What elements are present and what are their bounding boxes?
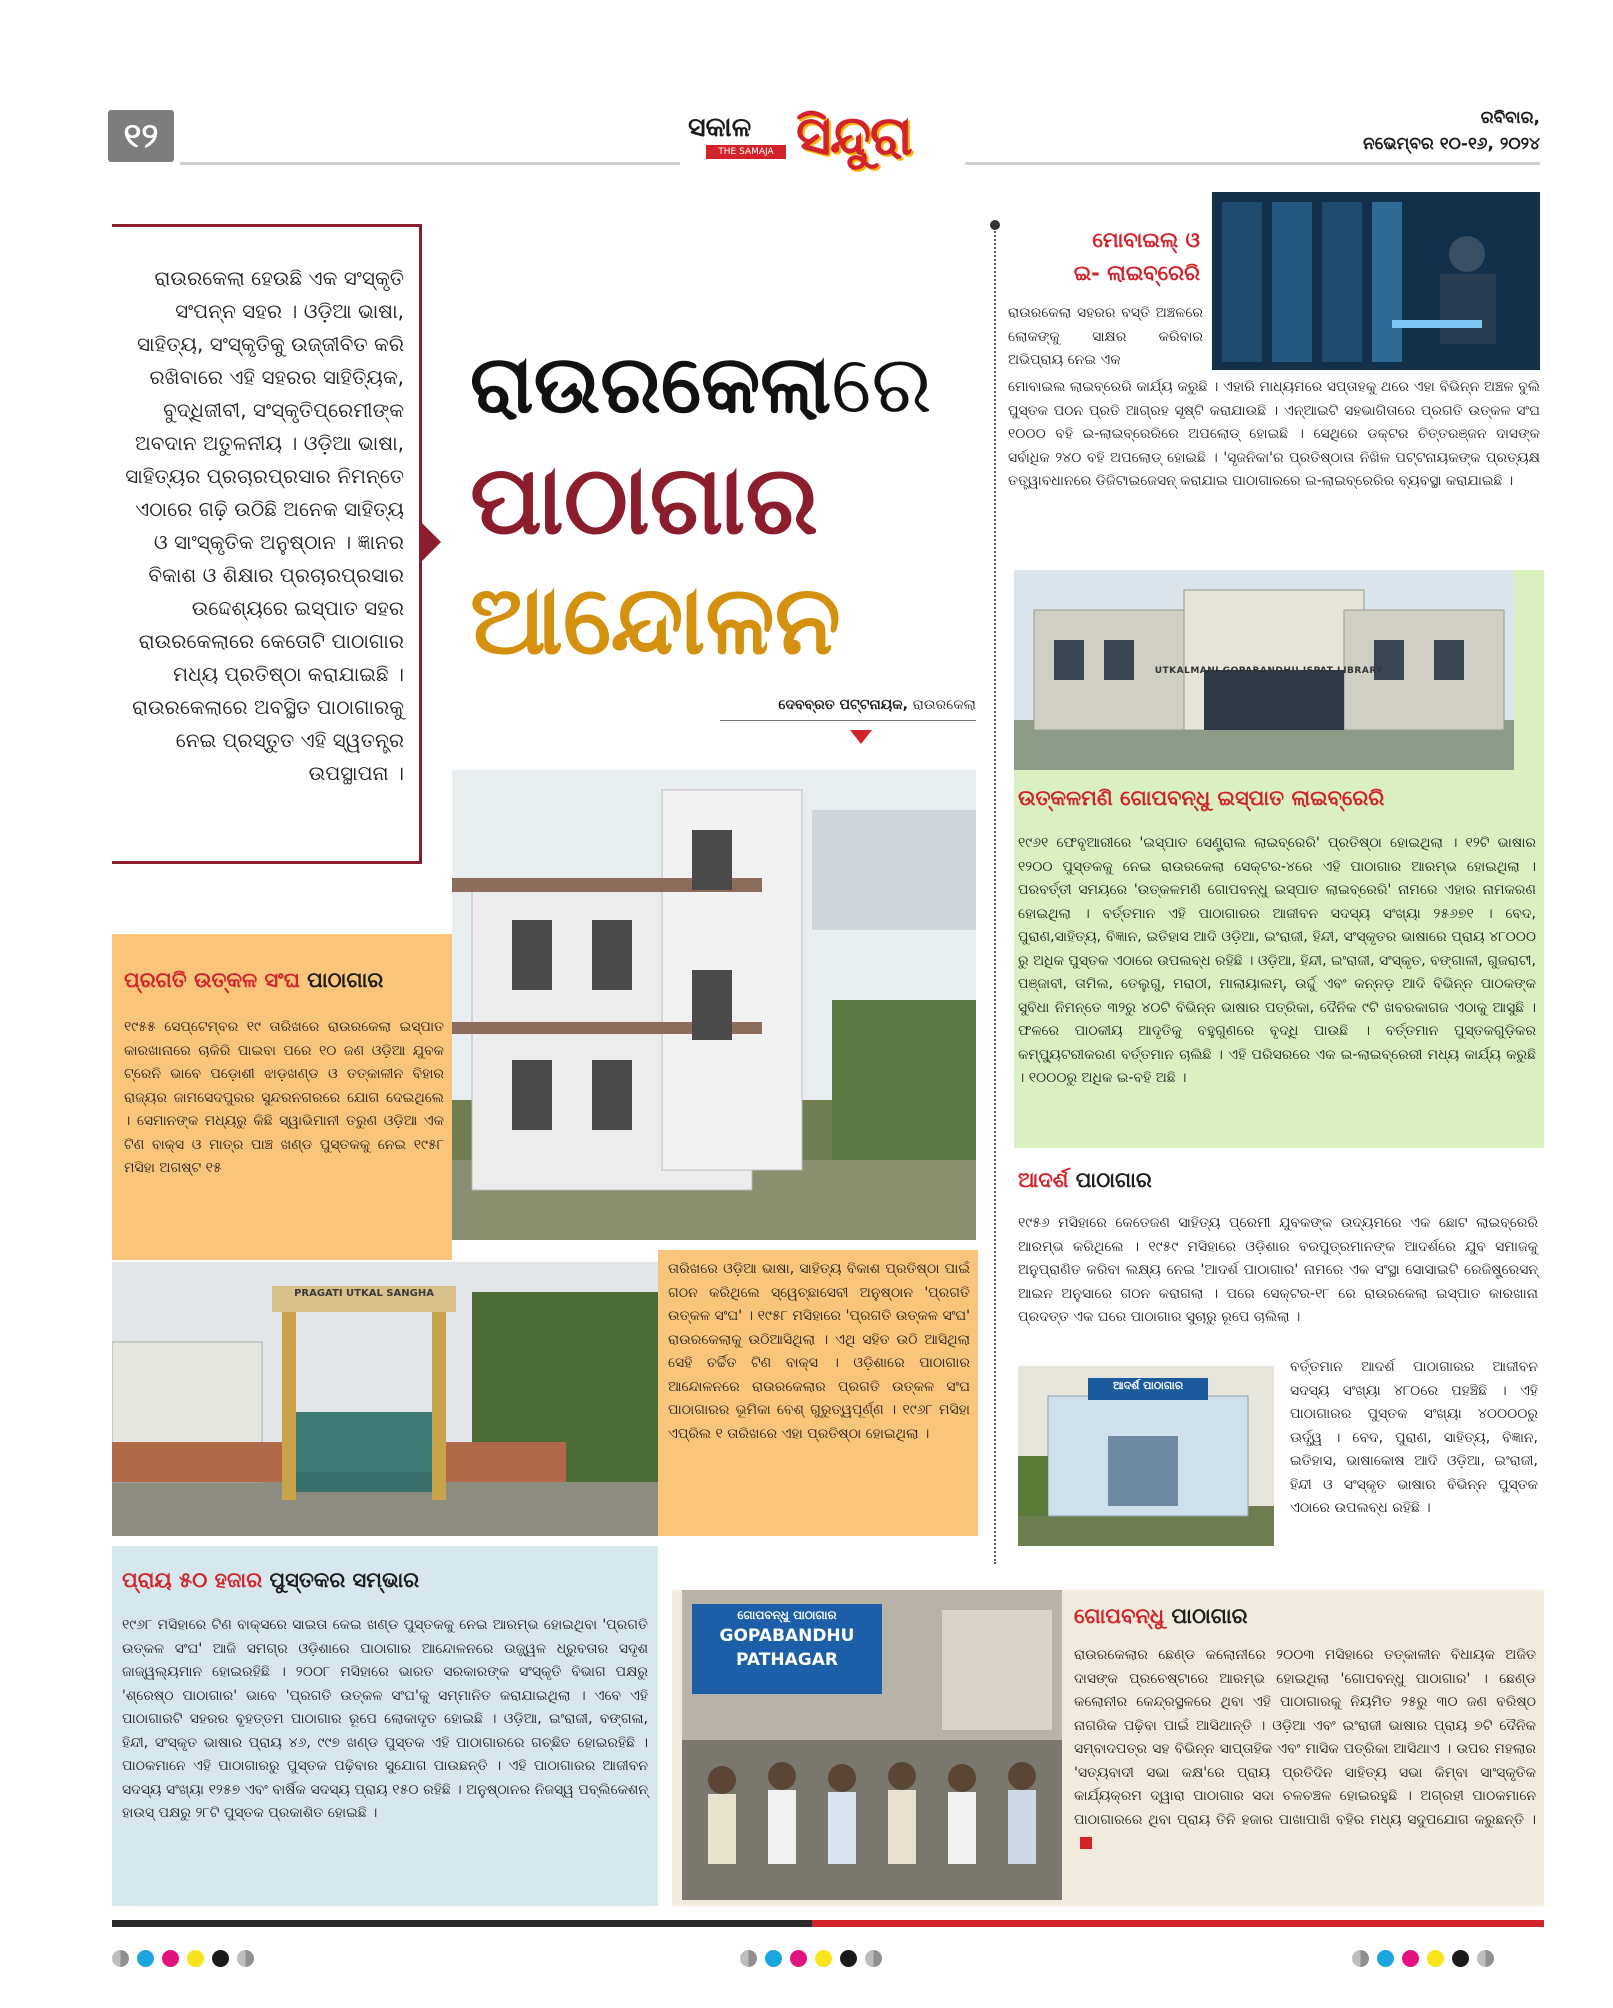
header-day: ରବିବାର, xyxy=(1480,108,1540,128)
adarsha-title-red: ଆଦର୍ଶ xyxy=(1018,1168,1069,1192)
adarsha-text-side: ବର୍ତ୍ତମାନ ଆଦର୍ଶ ପାଠାଗାରର ଆଜୀବନ ସଦସ୍ୟ ସଂଖ୍ୟା ୪୮୦ରେ ପହଞ୍ଚିଛି । ଏହି ପାଠାଗାରର ପୁସ୍ତକ ସଂଖ୍ୟା ୪୦୦୦୦ରୁ ଊର୍ଦ୍ଧ୍ୱ । ବେଦ, ପୁରାଣ, ସାହିତ୍ୟ, ବିଜ୍ଞାନ, ଇତିହାସ, ଭାଷାକୋଷ ଆଦି ଓଡ଼ିଆ, ଇଂରାଜୀ, ହିନ୍ଦୀ ଓ ସଂସ୍କୃତ ଭାଷାର ବିଭିନ୍ନ ପୁସ୍ତକ ଏଠାରେ ଉପଲବ୍ଧ ରହିଛି । xyxy=(1290,1359,1538,1516)
byline-place: ରାଉରକେଲା xyxy=(912,697,976,713)
pragati-title-black: ପାଠାଗାର xyxy=(307,968,384,992)
gopabandhu-text: ରାଉରକେଲାର ଛେଣ୍ଡ କଲୋନୀରେ ୨୦୦୩ ମସିହାରେ ତତ୍କାଳୀନ ବିଧାୟକ ଅଜିତ ଦାସଙ୍କ ପ୍ରଚେଷ୍ଟାରେ ଆରମ୍ଭ ହୋଇଥିଲା 'ଗୋପବନ୍ଧୁ ପାଠାଗାର' । ଛେଣ୍ଡ କଲୋନୀର କେନ୍ଦ୍ରସ୍ଥଳରେ ଥିବା ଏହି ପାଠାଗାରକୁ ନିୟମିତ ୨୫ରୁ ୩୦ ଜଣ ବରିଷ୍ଠ ନାଗରିକ ପଢ଼ିବା ପାଇଁ ଆସିଥାନ୍ତି । ଓଡ଼ିଆ ଏବଂ ଇଂରାଜୀ ଭାଷାର ପ୍ରାୟ ୭ଟି ଦୈନିକ ସମ୍ବାଦପତ୍ର ସହ ବିଭିନ୍ନ ସାପ୍ତାହିକ ଏବଂ ମାସିକ ପତ୍ରିକା ଆସିଥାଏ । ଉପର ମହଲାର 'ସତ୍ୟବାଦୀ ସଭା କକ୍ଷ'ରେ ପ୍ରାୟ ପ୍ରତିଦିନ ସାହିତ୍ୟ ସଭା କିମ୍ବା ସାଂସ୍କୃତିକ କାର୍ଯ୍ୟକ୍ରମ ଦ୍ୱାରା ପାଠାଗାର ସଦା ଚଳଚଞ୍ଚଳ ହୋଇରହୁଛି । ଅଗ୍ରହୀ ପାଠକମାନେ ପାଠାଗାରରେ ଥିବା ପ୍ରାୟ ତିନି ହଜାର ପାଖାପାଖି ବହିର ମଧ୍ୟ ସଦୁପଯୋଗ କରୁଛନ୍ତି । xyxy=(1074,1644,1536,1900)
adarsha-title xyxy=(1018,1168,1518,1202)
cyan-dot xyxy=(137,1950,154,1967)
black-dot xyxy=(212,1950,229,1967)
pragati-gate-sign: PRAGATI UTKAL SANGHA xyxy=(294,1288,434,1299)
collection-title-red: ପ୍ରାୟ ୫୦ ହଜାର xyxy=(122,1568,263,1592)
mobile-library-title-line2: ଇ- ଲାଇବ୍ରେରି xyxy=(1073,261,1200,285)
gopabandhu-photo-sign xyxy=(694,1606,880,1690)
column-divider-right xyxy=(994,224,996,1564)
registration-pill xyxy=(740,1950,757,1967)
magenta-dot xyxy=(1402,1950,1419,1967)
masthead-brand-prefix: ସକାଳ xyxy=(688,112,752,143)
magenta-dot xyxy=(790,1950,807,1967)
footer-rule-dark xyxy=(112,1920,812,1927)
mobile-library-text-bottom: ମୋବାଇଲ ଲାଇବ୍ରେରି କାର୍ଯ୍ୟ କରୁଛି । ଏହାରି ମାଧ୍ୟମରେ ସପ୍ତାହକୁ ଥରେ ଏହା ବିଭିନ୍ନ ଅଞ୍ଚଳ ବୁଲି ପୁସ୍ତକ ପଠନ ପ୍ରତି ଆଗ୍ରହ ସୃଷ୍ଟି କରାଯାଉଛି । ଏନ୍‌ଆଇଟି ସହଭାଗିତାରେ ପ୍ରଗତି ଉତ୍କଳ ସଂଘ ୧୦୦୦ ବହି ଇ-ଲାଇବ୍ରେରିରେ ଅପଲୋଡ୍ ହୋଇଛି । ସେଥିରେ ଡକ୍ଟର ଚିତ୍ତରଞ୍ଜନ ଦାସଙ୍କ ସର୍ବାଧିକ ୨୪୦ ବହି ଅପଲୋଡ୍ ହୋଇଛି । 'ସୃଜନିକା'ର ପ୍ରତିଷ୍ଠାତା ନିଖିଳ ପଟ୍ଟନାୟକଙ୍କ ପ୍ରତ୍ୟକ୍ଷ ତତ୍ତ୍ୱାବଧାନରେ ଡିଜିଟାଇଜେସନ୍ କରାଯାଇ ପାଠାଗାରରେ ଇ-ଲାଇବ୍ରେରିର ବ୍ୟବସ୍ଥା କରାଯାଇଛି । xyxy=(1008,379,1540,489)
page-number-text: ୧୨ xyxy=(123,116,159,156)
headline-line1-suffix: ରେ xyxy=(831,338,932,431)
utkalmani-text: ୧୯୬୧ ଫେବୃଆରୀରେ 'ଇସ୍ପାତ ସେଣ୍ଟ୍ରାଲ ଲାଇବ୍ରେରି' ପ୍ରତିଷ୍ଠା ହୋଇଥିଲା । ୧୨ଟି ଭାଷାର ୧୨୦୦ ପୁସ୍ତକକୁ ନେଇ ରାଉରକେଲା ସେକ୍ଟର-୪ରେ ଏହି ପାଠାଗାର ଆରମ୍ଭ ହୋଇଥିଲା । ପରବର୍ତ୍ତୀ ସମୟରେ 'ଉତ୍କଳମଣି ଗୋପବନ୍ଧୁ ଇସ୍ପାତ ଲାଇବ୍ରେରି' ନାମରେ ଏହାର ନାମକରଣ ହୋଇଥିଲା । ବର୍ତ୍ତମାନ ଏହି ପାଠାଗାରର ଆଜୀବନ ସଦସ୍ୟ ସଂଖ୍ୟା ୨୫୬୭୧ । ବେଦ, ପୁରାଣ,ସାହିତ୍ୟ, ବିଜ୍ଞାନ, ଇତିହାସ ଆଦି ଓଡ଼ିଆ, ଇଂରାଜୀ, ହିନ୍ଦୀ, ସଂସ୍କୃତର ଭାଷାରେ ପ୍ରାୟ ୪୮୦୦୦ ରୁ ଅଧିକ ପୁସ୍ତକ ଏଠାରେ ଉପଲବ୍ଧ ରହିଛି । ଓଡ଼ିଆ, ହିନ୍ଦୀ, ଇଂରାଜୀ, ସଂସ୍କୃତ, ବଙ୍ଗାଳୀ, ଗୁଜରାଟୀ, ପଞ୍ଜାବୀ, ତାମିଲ, ତେଲୁଗୁ, ମରାଠୀ, ମାଲାୟାଲମ୍, ଉର୍ଦ୍ଦୁ ଏବଂ କନ୍ନଡ଼ ଆଦି ବିଭିନ୍ନ ପାଠକଙ୍କ ସୁବିଧା ନିମନ୍ତେ ୩୨ରୁ ୪୦ଟି ବିଭିନ୍ନ ଭାଷାର ପତ୍ରିକା, ଦୈନିକ ୯ଟି ଖବରକାଗଜ ଏଠାକୁ ଆସୁଛି । ଫଳରେ ପାଠକୀୟ ଆଦୃତିକୁ ବହୁଗୁଣରେ ବୃଦ୍ଧି ପାଉଛି । ବର୍ତ୍ତମାନ ପୁସ୍ତକଗୁଡ଼ିକର କମ୍ପ୍ୟୁଟରୀକରଣ ବର୍ତ୍ତମାନ ଚାଲିଛି । ଏହି ପରିସରରେ ଏକ ଇ-ଲାଇବ୍ରେରୀ ମଧ୍ୟ କାର୍ଯ୍ୟ କରୁଛି । ୧୦୦୦ରୁ ଅଧିକ ଇ-ବହି ଅଛି । xyxy=(1018,835,1536,1086)
black-dot xyxy=(1452,1950,1469,1967)
header-date: ନଭେମ୍ବର ୧୦-୧୬, ୨୦୨୪ xyxy=(1363,134,1540,154)
collection-title xyxy=(122,1568,642,1602)
pragati-title xyxy=(124,968,444,1002)
magenta-dot xyxy=(162,1950,179,1967)
main-building-photo xyxy=(452,770,976,1240)
header-right-rule xyxy=(965,162,1540,165)
registration-pill xyxy=(237,1950,254,1967)
registration-marks-center xyxy=(740,1948,940,1968)
yellow-dot xyxy=(1427,1950,1444,1967)
header-left-rule xyxy=(180,162,680,165)
registration-pill xyxy=(1352,1950,1369,1967)
utkalmani-title: ଉତ୍କଳମଣି ଗୋପବନ୍ଧୁ ଇସ୍ପାତ ଲାଇବ୍ରେରି xyxy=(1018,786,1385,810)
gopabandhu-photo-sign-odia: ଗୋପବନ୍ଧୁ ପାଠାଗାର xyxy=(737,1608,837,1622)
cyan-dot xyxy=(1377,1950,1394,1967)
byline-marker xyxy=(850,730,872,744)
utkalmani-photo-sign: UTKALMANI GOPABANDHU ISPAT LIBRARY xyxy=(1154,666,1384,676)
yellow-dot xyxy=(187,1950,204,1967)
pragati-title-red: ପ୍ରଗତି ଉତ୍କଳ ସଂଘ xyxy=(124,968,300,992)
byline-author: ଦେବବ୍ରତ ପଟ୍ଟନାୟକ, xyxy=(778,697,908,713)
end-mark xyxy=(1080,1837,1092,1849)
registration-pill xyxy=(112,1950,129,1967)
headline-line2: ପାଠାଗାର xyxy=(470,444,818,556)
registration-marks-left xyxy=(112,1948,312,1968)
byline xyxy=(720,697,976,721)
gopabandhu-title-red: ଗୋପବନ୍ଧୁ xyxy=(1074,1604,1165,1628)
gopabandhu-photo-sign-en2: PATHAGAR xyxy=(736,1650,838,1670)
headline-line1-main: ରାଉରକେଲା xyxy=(470,338,832,431)
collection-text: ୧୯୬୮ ମସିହାରେ ଟିଣ ବାକ୍ସରେ ସାଇତା କେଇ ଖଣ୍ଡ ପୁସ୍ତକକୁ ନେଇ ଆରମ୍ଭ ହୋଇଥିବା 'ପ୍ରଗତି ଉତ୍କଳ ସଂଘ' ଆଜି ସମଗ୍ର ଓଡ଼ିଶାରେ ପାଠାଗାର ଆନ୍ଦୋଳନରେ ଉଜ୍ଜ୍ୱଳ ଧ୍ରୁବତାର ସଦୃଶ ଜାଜ୍ୱଲ୍ୟମାନ ହୋଇରହିଛି । ୨୦୦୮ ମସିହାରେ ଭାରତ ସରକାରଙ୍କ ସଂସ୍କୃତି ବିଭାଗ ପକ୍ଷରୁ 'ଶ୍ରେଷ୍ଠ ପାଠାଗାର' ଭାବେ 'ପ୍ରଗତି ଉତ୍କଳ ସଂଘ'କୁ ସମ୍ମାନିତ କରାଯାଇଥିଲା । ଏବେ ଏହି ପାଠାଗାରଟି ସହରର ବୃହତ୍ତମ ପାଠାଗାର ରୂପେ ଲୋକାଦୃତ ହୋଇଛି । ଓଡ଼ିଆ, ଇଂରାଜୀ, ବଙ୍ଗଳା, ହିନ୍ଦୀ, ସଂସ୍କୃତ ଭାଷାର ପ୍ରାୟ ୪୬, ୯୯୭ ଖଣ୍ଡ ପୁସ୍ତକ ଏହି ପାଠାଗାରରେ ଗଚ୍ଛିତ ହୋଇରହିଛି । ପାଠକମାନେ ଏହି ପାଠାଗାରରୁ ପୁସ୍ତକ ପଢ଼ିବାର ସୁଯୋଗ ପାଉଛନ୍ତି । ଏହି ପାଠାଗାରର ଆଜୀବନ ସଦସ୍ୟ ସଂଖ୍ୟା ୧୨୫୭ ଏବଂ ବାର୍ଷିକ ସଦସ୍ୟ ପ୍ରାୟ ୧୫୦ ରହିଛି । ଅନୁଷ୍ଠାନର ନିଜସ୍ୱ ପବ୍ଲିକେଶନ୍ ହାଉସ୍ ପକ୍ଷରୁ ୨୮ଟି ପୁସ୍ତକ ପ୍ରକାଶିତ ହୋଇଛି । xyxy=(122,1617,648,1821)
mobile-library-title-line1: ମୋବାଇଲ୍ ଓ xyxy=(1092,228,1200,252)
registration-pill xyxy=(1477,1950,1494,1967)
column-divider-dot-top xyxy=(990,220,1000,230)
intro-text: ରାଉରକେଲା ହେଉଛି ଏକ ସଂସ୍କୃତି ସଂପନ୍ନ ସହର । ଓଡ଼ିଆ ଭାଷା, ସାହିତ୍ୟ, ସଂସ୍କୃତିକୁ ଉଜ୍ଜୀବିତ କରି ରଖିବାରେ ଏହି ସହରର ସାହିତ୍ୟିକ, ବୁଦ୍ଧିଜୀବୀ, ସଂସ୍କୃତିପ୍ରେମୀଙ୍କ ଅବଦାନ ଅତୁଳନୀୟ । ଓଡ଼ିଆ ଭାଷା, ସାହିତ୍ୟର ପ୍ରଚାରପ୍ରସାର ନିମନ୍ତେ ଏଠାରେ ଗଢ଼ି ଉଠିଛି ଅନେକ ସାହିତ୍ୟ ଓ ସାଂସ୍କୃତିକ ଅନୁଷ୍ଠାନ । ଜ୍ଞାନର ବିକାଶ ଓ ଶିକ୍ଷାର ପ୍ରଚାରପ୍ରସାର ଉଦ୍ଦେଶ୍ୟରେ ଇସ୍ପାତ ସହର ରାଉରକେଲାରେ କେତୋଟି ପାଠାଗାର ମଧ୍ୟ ପ୍ରତିଷ୍ଠା କରାଯାଇଛି । ରାଉରକେଲାରେ ଅବସ୍ଥିତ ପାଠାଗାରକୁ ନେଇ ପ୍ରସ୍ତୁତ ଏହି ସ୍ୱତନ୍ତ୍ର ଉପସ୍ଥାପନା । xyxy=(125,266,404,785)
headline-line1 xyxy=(470,330,970,440)
registration-pill xyxy=(865,1950,882,1967)
masthead-brand-sub: THE SAMAJA xyxy=(706,145,786,159)
adarsha-title-black: ପାଠାଗାର xyxy=(1075,1168,1152,1192)
page-number xyxy=(108,110,174,162)
gopabandhu-photo-sign-en1: GOPABANDHU xyxy=(719,1626,855,1646)
pragati-text-left: ୧୯୫୫ ସେପ୍ଟେମ୍ବର ୧୯ ତାରିଖରେ ରାଉରକେଲା ଇସ୍ପାତ କାରଖାନାରେ ଚାକିରି ପାଇବା ପରେ ୧୦ ଜଣ ଓଡ଼ିଆ ଯୁବକ ଟ୍ରେନି ଭାବେ ପଡ଼ୋଶୀ ଝାଡ଼ଖଣ୍ଡ ଓ ତତ୍କାଳୀନ ବିହାର ରାଜ୍ୟର ଜାମସେଦପୁରର ସୁନ୍ଦରନଗରରେ ଯୋଗ ଦେଇଥିଲେ । ସେମାନଙ୍କ ମଧ୍ୟରୁ କିଛି ସ୍ୱାଭିମାନୀ ତରୁଣ ଓଡ଼ିଆ ଏକ ଟିଣ ବାକ୍ସ ଓ ମାତ୍ର ପାଞ୍ଚ ଖଣ୍ଡ ପୁସ୍ତକକୁ ନେଇ ୧୯୫୮ ମସିହା ଅଗଷ୍ଟ ୧୫ xyxy=(124,1019,444,1176)
headline-line3: ଆନ୍ଦୋଳନ xyxy=(470,564,841,676)
adarsha-text-top: ୧୯୫୬ ମସିହାରେ କେତେଜଣ ସାହିତ୍ୟ ପ୍ରେମୀ ଯୁବକଙ୍କ ଉଦ୍ୟମରେ ଏକ ଛୋଟ ଲାଇବ୍ରେରି ଆରମ୍ଭ କରିଥିଲେ । ୧୯୫୯ ମସିହାରେ ଓଡ଼ିଶାର ବରପୁତ୍ରମାନଙ୍କ ଆଦର୍ଶରେ ଯୁବ ସମାଜକୁ ଅନୁପ୍ରାଣିତ କରିବା ଲକ୍ଷ୍ୟ ନେଇ 'ଆଦର୍ଶ ପାଠାଗାର' ନାମରେ ଏକ ସଂସ୍ଥା ସୋସାଇଟି ରେଜିଷ୍ଟ୍ରେସନ୍ ଆଇନ ଅନୁସାରେ ଗଠନ କରାଗଲା । ପରେ ସେକ୍ଟର-୧୮ ରେ ରାଉରକେଲା ଇସ୍ପାତ କାରଖାନା ପ୍ରଦତ୍ତ ଏକ ଘରେ ପାଠାଗାର ସୁଚାରୁ ରୂପେ ଚାଲିଲା । xyxy=(1018,1215,1538,1325)
mobile-library-title xyxy=(1004,224,1200,294)
footer-rule-red xyxy=(812,1920,1544,1927)
cyan-dot xyxy=(765,1950,782,1967)
pragati-text-right: ତାରିଖରେ ଓଡ଼ିଆ ଭାଷା, ସାହିତ୍ୟ ବିକାଶ ପ୍ରତିଷ୍ଠା ପାଇଁ ଗଠନ କରିଥିଲେ ସ୍ୱେଚ୍ଛାସେବୀ ଅନୁଷ୍ଠାନ 'ପ୍ରଗତି ଉତ୍କଳ ସଂଘ' । ୧୯୫୮ ମସିହାରେ 'ପ୍ରଗତି ଉତ୍କଳ ସଂଘ' ରାଉରକେଲାକୁ ଉଠିଆସିଥିଲା । ଏଥି ସହିତ ଉଠି ଆସିଥିଲା ସେହି ଚର୍ଚ୍ଚିତ ଟିଣ ବାକ୍ସ । ଓଡ଼ିଶାରେ ପାଠାଗାର ଆନ୍ଦୋଳନରେ ରାଉରକେଲାର ପ୍ରଗତି ଉତ୍କଳ ସଂଘ ପାଠାଗାରର ଭୂମିକା ବେଶ୍ ଗୁରୁତ୍ୱପୂର୍ଣ୍ଣ । ୧୯୬୮ ମସିହା ଏପ୍ରିଲ ୧ ତାରିଖରେ ଏହା ପ୍ରତିଷ୍ଠା ହୋଇଥିଲା । xyxy=(668,1261,970,1442)
gopabandhu-title-black: ପାଠାଗାର xyxy=(1171,1604,1248,1628)
gopabandhu-title xyxy=(1074,1604,1534,1638)
adarsha-photo-sign: ଆଦର୍ଶ ପାଠାଗାର xyxy=(1112,1379,1184,1392)
yellow-dot xyxy=(815,1950,832,1967)
collection-title-black: ପୁସ୍ତକର ସମ୍ଭାର xyxy=(269,1568,420,1592)
black-dot xyxy=(840,1950,857,1967)
masthead-logo: ସିନ୍ଦୁରା xyxy=(796,104,912,167)
mobile-library-text-top: ରାଉରକେଲା ସହରର ବସ୍ତି ଅଞ୍ଚଳରେ ଲୋକଙ୍କୁ ସାକ୍ଷର କରିବାର ଅଭିପ୍ରାୟ ନେଇ ଏକ xyxy=(1008,305,1203,368)
registration-marks-right xyxy=(1352,1948,1552,1968)
e-library-photo xyxy=(1212,192,1540,370)
intro-arrow xyxy=(419,520,441,564)
